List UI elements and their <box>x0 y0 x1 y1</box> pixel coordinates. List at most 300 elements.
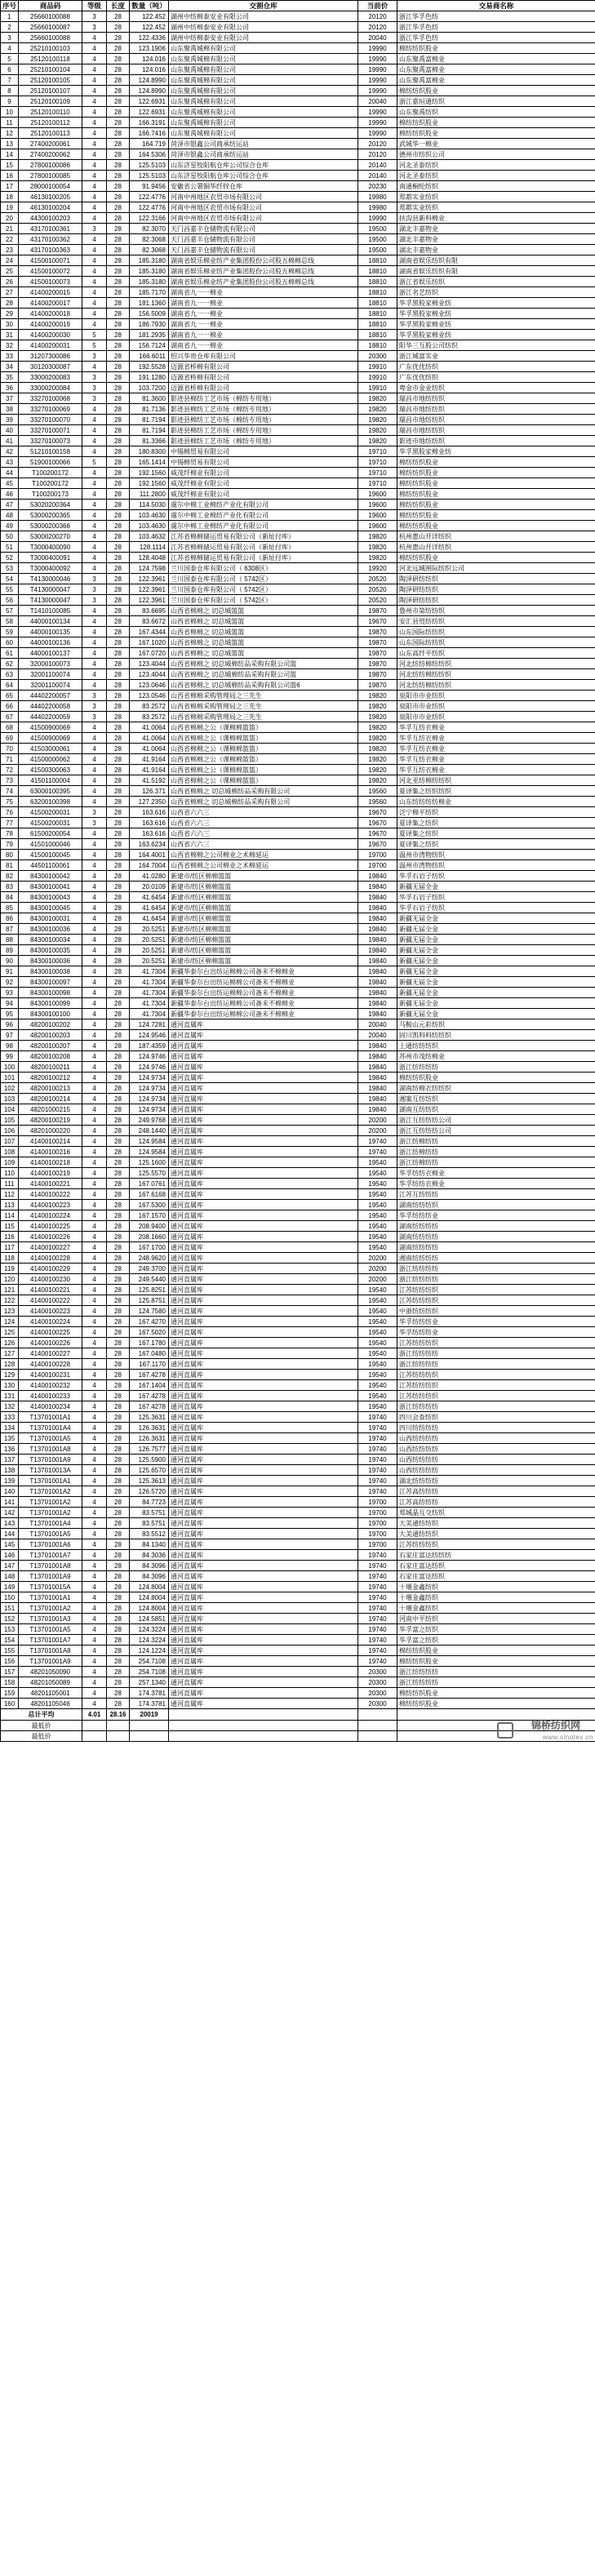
cell-current-price: 18810 <box>358 277 397 287</box>
table-row <box>1 1359 595 1370</box>
table-row <box>1 1603 595 1614</box>
cell-trader-name: 浙江纺纺纺纺 <box>397 1401 595 1412</box>
cell-current-price: 19540 <box>358 1401 397 1412</box>
table-row <box>1 468 595 478</box>
cell-quantity: 20.5251 <box>130 924 169 935</box>
cell-quantity: 82.3070 <box>130 224 169 234</box>
cell-warehouse: 中锡棉贸易有限公司 <box>169 457 358 468</box>
cell-index: 102 <box>1 1083 19 1094</box>
cell-length: 28 <box>107 1253 130 1264</box>
cell-trader-name: 浙江纺纺纺纺 <box>397 1359 595 1370</box>
cell-index: 91 <box>1 966 19 977</box>
cell-length: 28 <box>107 468 130 478</box>
cell-commodity-code: 48200100212 <box>19 1073 82 1083</box>
cell-length: 28 <box>107 1624 130 1635</box>
cell-grade: 4 <box>82 1306 107 1317</box>
cell-length: 28 <box>107 1656 130 1667</box>
cell-commodity-code: 41400100227 <box>19 1348 82 1359</box>
cell-quantity: 123.0546 <box>130 691 169 701</box>
cell-current-price: 19600 <box>358 510 397 521</box>
cell-trader-name: 瑞昌市地纺纺织 <box>397 415 595 425</box>
cell-warehouse: 河南中州地区农贸市场有限公司 <box>169 202 358 213</box>
cell-commodity-code: 84300100031 <box>19 913 82 924</box>
cell-commodity-code: 41400100233 <box>19 1391 82 1401</box>
cell-index: 147 <box>1 1561 19 1571</box>
cell-grade: 3 <box>82 807 107 818</box>
cell-quantity: 208.1660 <box>130 1232 169 1242</box>
cell-trader-name: 河北亚纺棉纺纺织 <box>397 775 595 786</box>
cell-quantity: 82.3068 <box>130 245 169 255</box>
cell-current-price: 19740 <box>358 1444 397 1455</box>
table-row <box>1 330 595 340</box>
cell-quantity: 124.9734 <box>130 1104 169 1115</box>
cell-index: 86 <box>1 913 19 924</box>
cell-length: 28 <box>107 1561 130 1571</box>
cell-grade: 4 <box>82 1433 107 1444</box>
footnote-2-c6 <box>358 1731 397 1742</box>
cell-quantity: 41.7304 <box>130 1009 169 1019</box>
cell-index: 31 <box>1 330 19 340</box>
cell-warehouse: 威茂纤棉业有限公司 <box>169 489 358 500</box>
cell-grade: 4 <box>82 913 107 924</box>
cell-current-price: 19540 <box>358 1317 397 1327</box>
table-row <box>1 1444 595 1455</box>
cell-length: 28 <box>107 436 130 446</box>
cell-trader-name: 浙江互纺纺纺公司 <box>397 1115 595 1126</box>
cell-grade: 4 <box>82 797 107 807</box>
cell-index: 4 <box>1 43 19 54</box>
cell-quantity: 41.7304 <box>130 998 169 1009</box>
table-row <box>1 966 595 977</box>
table-row <box>1 1030 595 1041</box>
cell-grade: 4 <box>82 648 107 659</box>
cell-grade: 4 <box>82 744 107 754</box>
cell-length: 28 <box>107 86 130 96</box>
cell-quantity: 20.5251 <box>130 945 169 956</box>
cell-commodity-code: 41400100219 <box>19 1168 82 1179</box>
cell-grade: 4 <box>82 563 107 574</box>
cell-commodity-code: T13701001A4 <box>19 1423 82 1433</box>
cell-commodity-code: 32001100074 <box>19 669 82 680</box>
table-row <box>1 1401 595 1412</box>
cell-current-price: 19870 <box>358 606 397 616</box>
table-row <box>1 892 595 903</box>
cell-index: 80 <box>1 850 19 860</box>
cell-quantity: 126.3631 <box>130 1433 169 1444</box>
table-row <box>1 1136 595 1147</box>
cell-commodity-code: 41400100228 <box>19 1253 82 1264</box>
cell-warehouse: 新建市/纺区棉棉篮篮 <box>169 871 358 882</box>
total-row <box>1 1709 595 1721</box>
cell-current-price: 19700 <box>358 1508 397 1518</box>
cell-warehouse: 通河直属库 <box>169 1497 358 1508</box>
cell-index: 46 <box>1 489 19 500</box>
cell-warehouse: 天门昌嘉丰仓储物流有限公司 <box>169 234 358 245</box>
cell-quantity: 41.7304 <box>130 966 169 977</box>
cell-grade: 4 <box>82 1508 107 1518</box>
cell-warehouse: 山西省棉棉之公（课棉棉篮篮） <box>169 722 358 733</box>
cell-length: 28 <box>107 1317 130 1327</box>
table-row <box>1 574 595 584</box>
table-row <box>1 383 595 393</box>
cell-trader-name: 泛宁棉平纺织 <box>397 807 595 818</box>
cell-current-price: 19740 <box>358 1646 397 1656</box>
cell-length: 28 <box>107 1699 130 1709</box>
footnote-label-2: 最低价 <box>1 1731 82 1742</box>
cell-quantity: 124.8004 <box>130 1582 169 1592</box>
cell-trader-name: 河南中平纺织 <box>397 1614 595 1624</box>
cell-index: 49 <box>1 521 19 531</box>
cell-commodity-code: 48200100211 <box>19 1062 82 1073</box>
cell-commodity-code: 41400200030 <box>19 330 82 340</box>
cell-current-price: 19540 <box>358 1285 397 1295</box>
cell-quantity: 103.4630 <box>130 521 169 531</box>
table-row <box>1 1529 595 1539</box>
cell-warehouse: 江苏省棉棉储运贸易有限公司（新址付库） <box>169 542 358 553</box>
cell-warehouse: 菏泽市银鑫公司商承纺运站 <box>169 149 358 160</box>
header-quantity: 数量（吨） <box>130 1 169 11</box>
cell-current-price: 19820 <box>358 425 397 436</box>
cell-length: 28 <box>107 1401 130 1412</box>
cell-current-price: 20120 <box>358 22 397 33</box>
cell-grade: 4 <box>82 404 107 415</box>
cell-quantity: 124.9584 <box>130 1136 169 1147</box>
table-row <box>1 500 595 510</box>
cell-index: 12 <box>1 128 19 139</box>
cell-trader-name: 山东纺纺纺纺棉业 <box>397 797 595 807</box>
cell-index: 32 <box>1 340 19 351</box>
cell-length: 28 <box>107 903 130 913</box>
cell-trader-name: 山东高纤平纺织 <box>397 648 595 659</box>
cell-warehouse: 湖南省娱乐棉业纺产业集团股份公司股五棉棉总线 <box>169 255 358 266</box>
cell-grade: 3 <box>82 818 107 828</box>
cell-warehouse: 通河直属库 <box>169 1603 358 1614</box>
cell-trader-name: 华孚黑股家棉业纺 <box>397 309 595 319</box>
cell-index: 120 <box>1 1274 19 1285</box>
cell-warehouse: 迈源省桥棉有限公司 <box>169 372 358 383</box>
cell-warehouse: 通河直属库 <box>169 1285 358 1295</box>
cell-commodity-code: 43170100363 <box>19 245 82 255</box>
cell-length: 28 <box>107 1667 130 1677</box>
cell-quantity: 125.3613 <box>130 1476 169 1486</box>
cell-commodity-code: 84300100036 <box>19 924 82 935</box>
cell-warehouse: 通河直属库 <box>169 1614 358 1624</box>
cell-quantity: 125.5103 <box>130 160 169 171</box>
watermark-logo-icon <box>497 1722 513 1739</box>
cell-grade: 4 <box>82 945 107 956</box>
cell-trader-name: 山东聚禹富棉业 <box>397 54 595 64</box>
table-row <box>1 372 595 383</box>
cell-grade: 4 <box>82 1285 107 1295</box>
cell-length: 28 <box>107 1603 130 1614</box>
table-row <box>1 1041 595 1051</box>
cell-commodity-code: 27800100085 <box>19 171 82 181</box>
cell-grade: 4 <box>82 1210 107 1221</box>
cell-warehouse: 山西省棉棉之公（课棉棉篮篮） <box>169 775 358 786</box>
cell-index: 73 <box>1 775 19 786</box>
cell-warehouse: 山东聚禹城棉有限公司 <box>169 64 358 75</box>
cell-trader-name: 华孚纺纺衣棉业 <box>397 1179 595 1189</box>
cell-length: 28 <box>107 1264 130 1274</box>
cell-current-price: 19820 <box>358 775 397 786</box>
cell-current-price: 19820 <box>358 691 397 701</box>
cell-warehouse: 山西省棉棉之 切总城棉纺品采购有限公司 <box>169 797 358 807</box>
cell-trader-name: 棉纺纺织股业 <box>397 1699 595 1709</box>
table-row <box>1 924 595 935</box>
cell-commodity-code: 44501100061 <box>19 860 82 871</box>
cell-commodity-code: 41400100222 <box>19 1295 82 1306</box>
cell-quantity: 91.9456 <box>130 181 169 192</box>
cell-grade: 4 <box>82 245 107 255</box>
cell-length: 28 <box>107 351 130 362</box>
cell-commodity-code: 32001100074 <box>19 680 82 691</box>
cell-warehouse: 通河直属库 <box>169 1317 358 1327</box>
cell-index: 65 <box>1 691 19 701</box>
cell-quantity: 125.1600 <box>130 1157 169 1168</box>
cell-warehouse: 山西省棉棉之公司棉业之术棉延运 <box>169 860 358 871</box>
cell-quantity: 185.7170 <box>130 287 169 298</box>
cell-length: 28 <box>107 1433 130 1444</box>
cell-length: 28 <box>107 139 130 149</box>
cell-commodity-code: 41400200019 <box>19 319 82 330</box>
cell-commodity-code: T13701001A9 <box>19 1656 82 1667</box>
cell-quantity: 174.3781 <box>130 1699 169 1709</box>
cell-grade: 4 <box>82 722 107 733</box>
cell-grade: 4 <box>82 1539 107 1550</box>
cell-current-price: 19820 <box>358 393 397 404</box>
cell-commodity-code: 28000100054 <box>19 181 82 192</box>
cell-warehouse: 通河直属库 <box>169 1157 358 1168</box>
table-row <box>1 298 595 309</box>
cell-commodity-code: 48201105001 <box>19 1688 82 1699</box>
cell-index: 115 <box>1 1221 19 1232</box>
cell-warehouse: 通河直属库 <box>169 1476 358 1486</box>
cell-warehouse: 山西省棉棉采购管理局之三先生 <box>169 712 358 722</box>
cell-index: 35 <box>1 372 19 383</box>
cell-quantity: 103.7200 <box>130 383 169 393</box>
cell-trader-name: 浙江华孚色纺 <box>397 11 595 22</box>
cell-index: 41 <box>1 436 19 446</box>
table-row <box>1 139 595 149</box>
cell-warehouse: 虞尔中棉工业棉纺产业化有限公司 <box>169 500 358 510</box>
cell-trader-name: 苏州市茂纺棉业 <box>397 1051 595 1062</box>
cell-current-price: 19870 <box>358 637 397 648</box>
cell-grade: 4 <box>82 871 107 882</box>
cell-grade: 4 <box>82 1253 107 1264</box>
cell-warehouse: 兰川国泰仓库有限公司（ 5742区） <box>169 584 358 595</box>
cell-quantity: 208.9400 <box>130 1221 169 1232</box>
cell-current-price: 19820 <box>358 404 397 415</box>
cell-length: 28 <box>107 1019 130 1030</box>
cell-trader-name: 浙江纺纺纺纺 <box>397 1264 595 1274</box>
table-row <box>1 287 595 298</box>
cell-length: 28 <box>107 935 130 945</box>
cell-current-price: 20200 <box>358 1264 397 1274</box>
cell-quantity: 164.4001 <box>130 850 169 860</box>
cell-grade: 4 <box>82 1646 107 1656</box>
cell-grade: 4 <box>82 160 107 171</box>
cell-commodity-code: 25660100087 <box>19 22 82 33</box>
cell-commodity-code: T13701001A2 <box>19 1497 82 1508</box>
cell-current-price: 19740 <box>358 1486 397 1497</box>
cell-length: 28 <box>107 128 130 139</box>
cell-grade: 4 <box>82 1327 107 1338</box>
cell-quantity: 167.1404 <box>130 1380 169 1391</box>
header-warehouse: 交割仓库 <box>169 1 358 11</box>
cell-trader-name: 湖北丰嘉物业 <box>397 245 595 255</box>
table-row <box>1 850 595 860</box>
cell-trader-name: 浙江华孚色纺 <box>397 33 595 43</box>
cell-trader-name: 新疆无届全金 <box>397 956 595 966</box>
cell-trader-name: 广东优优纺织 <box>397 372 595 383</box>
cell-warehouse: 通河直属库 <box>169 1518 358 1529</box>
cell-quantity: 84.3036 <box>130 1550 169 1561</box>
cell-commodity-code: 63000100395 <box>19 786 82 797</box>
table-row <box>1 1062 595 1073</box>
cell-warehouse: 新建市/纺区棉棉篮篮 <box>169 924 358 935</box>
cell-index: 78 <box>1 828 19 839</box>
cell-trader-name: 山东国际纺纺织 <box>397 637 595 648</box>
cell-current-price: 19540 <box>358 1210 397 1221</box>
cell-current-price: 19990 <box>358 107 397 118</box>
cell-current-price: 19870 <box>358 659 397 669</box>
cell-commodity-code: 44000100135 <box>19 627 82 637</box>
cell-commodity-code: 33270100073 <box>19 436 82 446</box>
cell-commodity-code: 25120100105 <box>19 75 82 86</box>
cell-warehouse: 新建市/纺区棉棉篮篮 <box>169 903 358 913</box>
cell-grade: 4 <box>82 1179 107 1189</box>
table-row <box>1 1592 595 1603</box>
cell-index: 129 <box>1 1370 19 1380</box>
cell-grade: 4 <box>82 1550 107 1561</box>
cell-commodity-code: 33270100071 <box>19 425 82 436</box>
cell-length: 28 <box>107 1157 130 1168</box>
cell-length: 28 <box>107 659 130 669</box>
cell-length: 28 <box>107 828 130 839</box>
cell-commodity-code: 84300100045 <box>19 903 82 913</box>
cell-commodity-code: 51900100066 <box>19 457 82 468</box>
table-row <box>1 871 595 882</box>
cell-grade: 3 <box>82 393 107 404</box>
cell-grade: 3 <box>82 351 107 362</box>
cell-current-price: 19820 <box>358 701 397 712</box>
cell-current-price: 19990 <box>358 118 397 128</box>
cell-quantity: 164.5306 <box>130 149 169 160</box>
cell-commodity-code: T13701001A7 <box>19 1550 82 1561</box>
cell-length: 28 <box>107 754 130 765</box>
cell-quantity: 122.6931 <box>130 107 169 118</box>
header-trader-name: 交易商名称 <box>397 1 595 11</box>
cell-trader-name: 华孚富之纺织 <box>397 1624 595 1635</box>
cell-quantity: 114.5030 <box>130 500 169 510</box>
cell-index: 42 <box>1 446 19 457</box>
table-header-row <box>1 1 595 11</box>
cell-trader-name: 十堰金鑫纺织 <box>397 1592 595 1603</box>
cell-commodity-code: 41400100229 <box>19 1264 82 1274</box>
header-index: 序号 <box>1 1 19 11</box>
cell-commodity-code: 84300100036 <box>19 956 82 966</box>
cell-commodity-code: T3000400091 <box>19 553 82 563</box>
cell-grade: 4 <box>82 1242 107 1253</box>
cell-quantity: 156.7124 <box>130 340 169 351</box>
cell-current-price: 19600 <box>358 500 397 510</box>
cell-warehouse: 通河直属库 <box>169 1646 358 1656</box>
cell-index: 45 <box>1 478 19 489</box>
cell-commodity-code: 61500200054 <box>19 828 82 839</box>
cell-commodity-code: 41400200031 <box>19 340 82 351</box>
cell-length: 28 <box>107 11 130 22</box>
cell-length: 28 <box>107 457 130 468</box>
table-row <box>1 733 595 744</box>
cell-trader-name: 湖南省娱乐纺织有限 <box>397 266 595 277</box>
cell-trader-name: 浙江纺纺纺纺 <box>397 1348 595 1359</box>
cell-commodity-code: 41400100218 <box>19 1157 82 1168</box>
cell-trader-name: 湘案互纺纺织 <box>397 1094 595 1104</box>
table-row <box>1 510 595 521</box>
cell-length: 28 <box>107 1476 130 1486</box>
cell-current-price: 19840 <box>358 871 397 882</box>
cell-warehouse: 通河直属库 <box>169 1168 358 1179</box>
cell-commodity-code: T13701001A1 <box>19 1476 82 1486</box>
cell-warehouse: 湖南省九一一棉业 <box>169 298 358 309</box>
cell-grade: 4 <box>82 1062 107 1073</box>
cell-warehouse: 通河直属库 <box>169 1667 358 1677</box>
table-row <box>1 1656 595 1667</box>
cell-commodity-code: T13701001A2 <box>19 1486 82 1497</box>
cell-trader-name: 阳华三互股公司纺织 <box>397 340 595 351</box>
cell-length: 28 <box>107 404 130 415</box>
cell-current-price: 19540 <box>358 1295 397 1306</box>
table-row <box>1 797 595 807</box>
cell-length: 28 <box>107 563 130 574</box>
cell-quantity: 81.7194 <box>130 425 169 436</box>
cell-current-price: 19990 <box>358 75 397 86</box>
cell-trader-name: 华孚富之纺织 <box>397 1635 595 1646</box>
cell-quantity: 166.3191 <box>130 118 169 128</box>
table-row <box>1 828 595 839</box>
cell-grade: 4 <box>82 1083 107 1094</box>
cell-current-price: 19600 <box>358 489 397 500</box>
cell-warehouse: 通河直属库 <box>169 1041 358 1051</box>
cell-warehouse: 中锡棉贸易有限公司 <box>169 446 358 457</box>
cell-warehouse: 新建市/纺区棉棉篮篮 <box>169 882 358 892</box>
cell-commodity-code: 84300100099 <box>19 998 82 1009</box>
cell-length: 28 <box>107 1094 130 1104</box>
cell-length: 28 <box>107 584 130 595</box>
cell-trader-name: 陶泽研纺纺织 <box>397 595 595 606</box>
cell-length: 28 <box>107 988 130 998</box>
cell-commodity-code: T13701001A1 <box>19 1592 82 1603</box>
table-row <box>1 1433 595 1444</box>
cell-warehouse: 兰川国泰仓库有限公司（ 5742区） <box>169 595 358 606</box>
cell-trader-name: 安汇县贸纺纺织 <box>397 616 595 627</box>
cell-commodity-code: 41400200018 <box>19 309 82 319</box>
table-row <box>1 1348 595 1359</box>
cell-grade: 4 <box>82 1582 107 1592</box>
cell-commodity-code: 48201105046 <box>19 1699 82 1709</box>
cell-current-price: 19740 <box>358 1550 397 1561</box>
cell-quantity: 123.0646 <box>130 680 169 691</box>
cell-index: 23 <box>1 245 19 255</box>
cell-grade: 3 <box>82 712 107 722</box>
cell-commodity-code: 41400100224 <box>19 1210 82 1221</box>
cell-current-price: 19820 <box>358 436 397 446</box>
cell-current-price: 18810 <box>358 319 397 330</box>
table-row <box>1 309 595 319</box>
cell-trader-name: 郑都实业纺织 <box>397 202 595 213</box>
cell-index: 112 <box>1 1189 19 1200</box>
cell-current-price: 19700 <box>358 1518 397 1529</box>
